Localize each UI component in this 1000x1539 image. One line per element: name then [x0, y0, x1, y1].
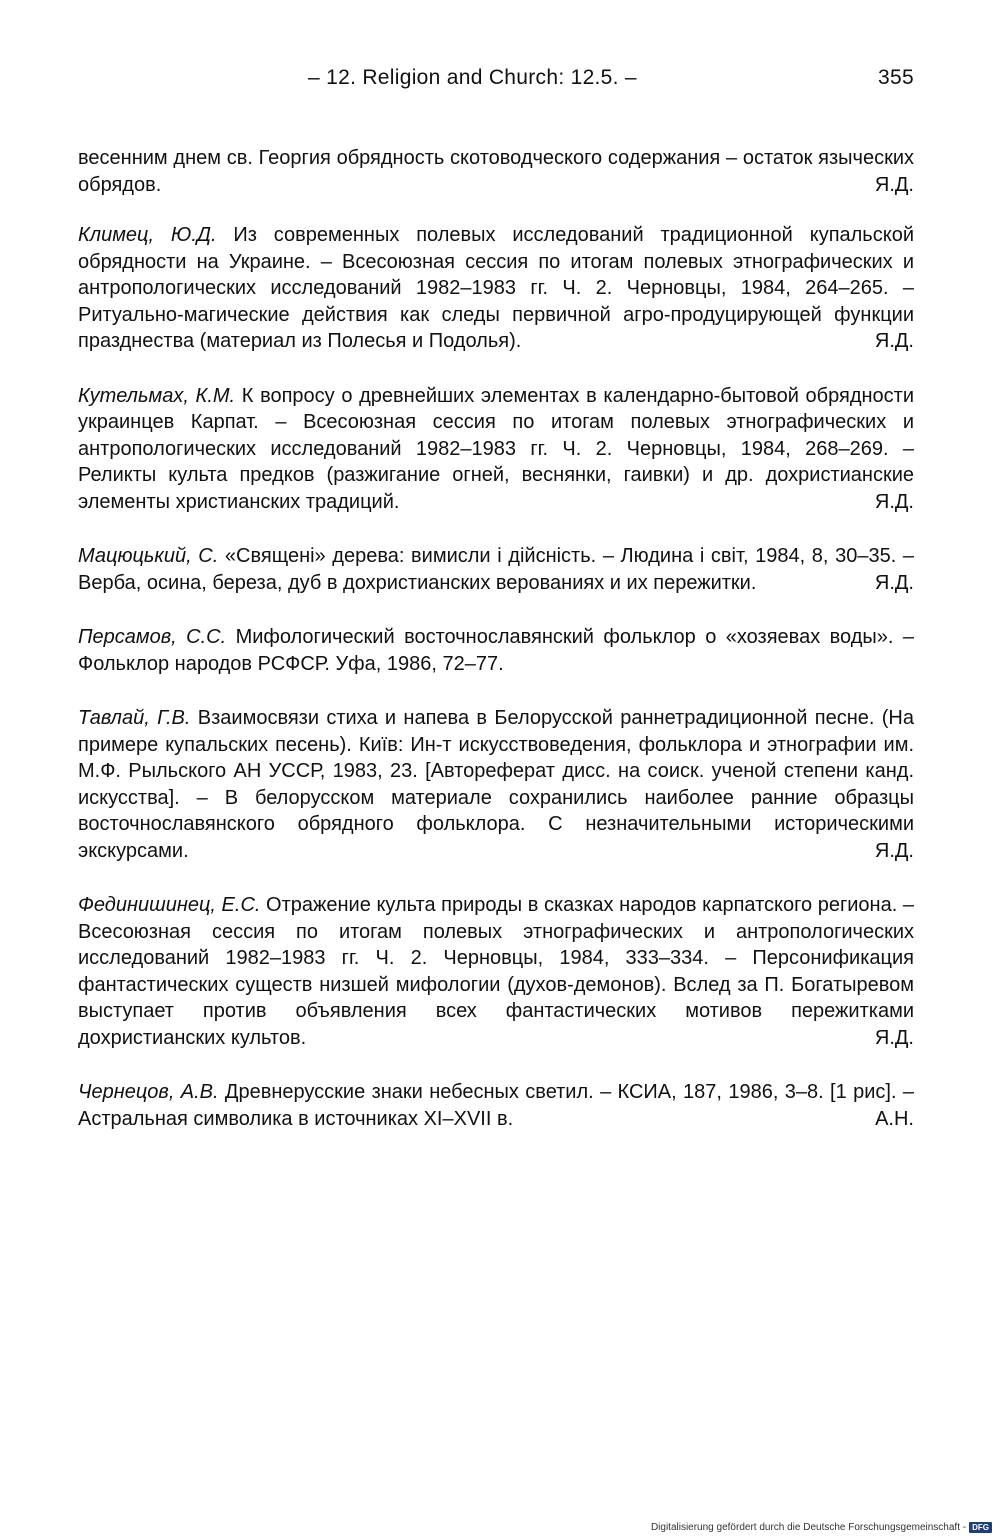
reviewer-initials: А.Н.	[875, 1107, 914, 1130]
entry-text: Древнерусские знаки небесных светил. – КСИА, 187, 1986, 3–8. [1 рис]. – Астральная символика в источниках XI–XVII в.	[78, 1081, 914, 1130]
entry-author: Чернецов, А.В.	[78, 1081, 225, 1103]
reviewer-initials: Я.Д.	[874, 839, 914, 862]
reviewer-initials: Я.Д.	[874, 1026, 914, 1049]
running-title: – 12. Religion and Church: 12.5. –	[308, 66, 637, 89]
bibliography-entry	[78, 892, 914, 1051]
entry-text: Взаимосвязи стиха и напева в Белорусской раннетрадиционной песне. (На примере купальских песень). Київ: Ин-т искусствоведения, фольклора и этнографии им. М.Ф. Рыльского АН УССР, 1983, 23. [Автореферат дисс. на соиск. ученой степени канд. искусства]. – В белорусском материале сохранились наиболее ранние образцы восточнославянского обрядного фольклора. С незначительными историческими экскурсами.	[78, 707, 914, 862]
reviewer-initials: Я.Д.	[874, 173, 914, 196]
entry-text: Отражение культа природы в сказках народов карпатского региона. – Всесоюзная сессия по итогам полевых этнографических и антропологических исследований 1982–1983 гг. Ч. 2. Черновцы, 1984, 333–334. – Персонификация фантастических существ низшей мифологии (духов-демонов). Вслед за П. Богатыревом выступает против объявления всех фантастических мотивов пережитками дохристианских культов.	[78, 894, 914, 1049]
bibliography-entry	[78, 222, 914, 355]
entry-author: Кутельмах, К.М.	[78, 384, 242, 407]
entry-text: К вопросу о древнейших элементах в календарно-бытовой обрядности украинцев Карпат. – Всесоюзная сессия по итогам полевых этнографических и антропологических исследований 1982–1983 гг. Ч. 2. Черновцы, 1984, 268–269. – Реликты культа предков (разжигание огней, веснянки, гаивки) и др. дохристианские элементы христианских традиций.	[78, 384, 915, 513]
entry-author: Климец, Ю.Д.	[78, 224, 234, 246]
entry-text: «Священі» дерева: вимисли і дійсність. – Людина і світ, 1984, 8, 30–35. – Верба, осина, береза, дуб в дохристианских верованиях и их пережитки.	[78, 545, 914, 594]
entry-author: Фединишинец, Е.С.	[78, 894, 267, 916]
entry-text: Мифологический восточнославянский фольклор о «хозяевах воды». – Фольклор народов РСФСР. Уфа, 1986, 72–77.	[78, 626, 914, 675]
page-number: 355	[878, 66, 914, 89]
digitization-footer	[651, 1522, 992, 1533]
reviewer-initials: Я.Д.	[874, 490, 914, 513]
bibliography-content	[78, 145, 914, 1160]
entry-author: Персамов, С.С.	[78, 626, 236, 648]
footer-text: Digitalisierung gefördert durch die Deutsche Forschungsgemeinschaft -	[650, 1522, 967, 1533]
page-header	[78, 64, 916, 98]
bibliography-entry	[78, 624, 914, 677]
bibliography-entry	[78, 543, 914, 596]
bibliography-entry	[78, 145, 914, 198]
reviewer-initials: Я.Д.	[874, 571, 914, 594]
bibliography-entry	[78, 1079, 914, 1132]
entry-author: Тавлай, Г.В.	[78, 707, 198, 729]
reviewer-initials: Я.Д.	[874, 330, 914, 352]
bibliography-entry	[78, 383, 914, 516]
bibliography-entry	[78, 705, 914, 864]
entry-text: весенним днем св. Георгия обрядность скотоводческого содержания – остаток языческих обрядов.	[78, 147, 914, 196]
dfg-logo: DFG	[969, 1522, 992, 1533]
entry-text: Из современных полевых исследований традиционной купальской обрядности на Украине. – Всесоюзная сессия по итогам полевых этнографических и антропологических исследований 1982–1983 гг. Ч. 2. Черновцы, 1984, 264–265. – Ритуально-магические действия как следы первичной агро-продуцирующей функции празднества (материал из Полесья и Подолья).	[78, 224, 915, 352]
entry-author: Мацюцький, С.	[78, 545, 225, 567]
